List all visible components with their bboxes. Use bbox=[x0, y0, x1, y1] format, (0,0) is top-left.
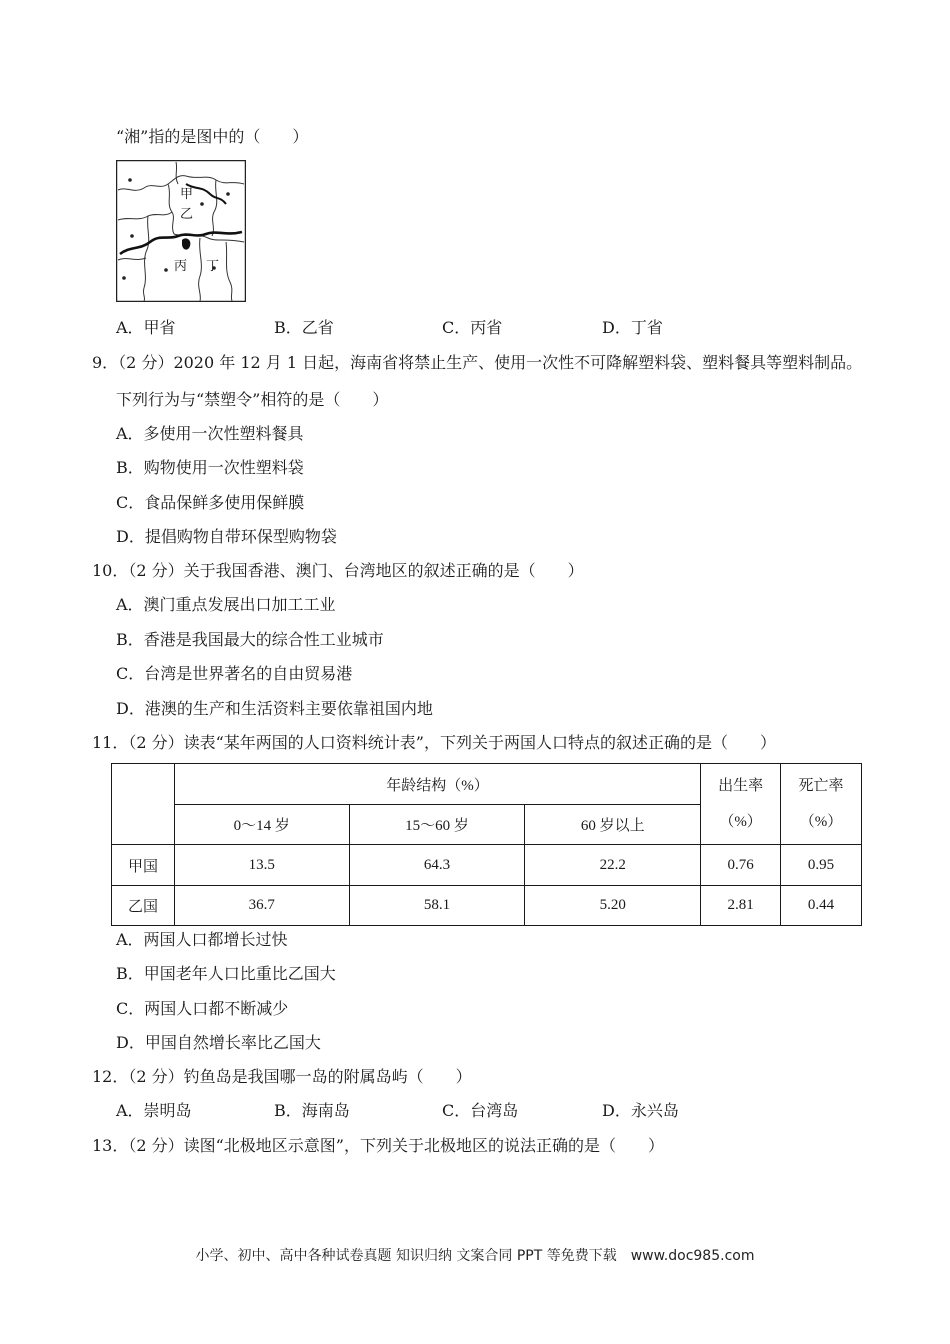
q10-stem: 10．（2 分）关于我国香港、澳门、台湾地区的叙述正确的是（ ） bbox=[92, 561, 584, 580]
value-cell: 2.81 bbox=[701, 886, 781, 926]
q11-option-a[interactable]: A．两国人口都增长过快 bbox=[116, 930, 288, 949]
map-label-jia: 甲 bbox=[180, 187, 194, 202]
birth-rate-header: 出生率 （%） bbox=[701, 764, 781, 845]
map-label-ding: 丁 bbox=[206, 259, 220, 274]
age-structure-header: 年龄结构（%） bbox=[174, 764, 700, 805]
q9-option-b[interactable]: B．购物使用一次性塑料袋 bbox=[116, 458, 304, 477]
option-a[interactable]: A．甲省 bbox=[116, 318, 176, 337]
q13-stem: 13．（2 分）读图“北极地区示意图”，下列关于北极地区的说法正确的是（ ） bbox=[92, 1136, 664, 1155]
q12-stem: 12．（2 分）钓鱼岛是我国哪一岛的附属岛屿（ ） bbox=[92, 1067, 472, 1086]
value-cell: 64.3 bbox=[349, 845, 525, 886]
population-table bbox=[111, 763, 862, 926]
value-cell: 0.44 bbox=[781, 886, 862, 926]
q8-options bbox=[116, 317, 663, 339]
value-cell: 0.95 bbox=[781, 845, 862, 886]
q12-options bbox=[116, 1100, 679, 1122]
q10-option-c[interactable]: C．台湾是世界著名的自由贸易港 bbox=[116, 664, 353, 683]
map-label-yi: 乙 bbox=[180, 207, 194, 222]
province-map bbox=[116, 160, 246, 302]
country-cell: 甲国 bbox=[112, 845, 175, 886]
q10-option-b[interactable]: B．香港是我国最大的综合性工业城市 bbox=[116, 630, 384, 649]
option-b[interactable]: B．乙省 bbox=[274, 318, 334, 337]
q9-option-d[interactable]: D．提倡购物自带环保型购物袋 bbox=[116, 527, 337, 546]
table-corner-cell bbox=[112, 764, 175, 845]
option-d[interactable]: D．丁省 bbox=[602, 318, 663, 337]
q11-stem: 11．（2 分）读表“某年两国的人口资料统计表”，下列关于两国人口特点的叙述正确的是（ ） bbox=[92, 733, 776, 752]
age-col-15-60: 15～60 岁 bbox=[349, 805, 525, 845]
option-c[interactable]: C．丙省 bbox=[442, 318, 503, 337]
q10-option-a[interactable]: A．澳门重点发展出口加工工业 bbox=[116, 595, 336, 614]
value-cell: 22.2 bbox=[525, 845, 701, 886]
q9-option-c[interactable]: C．食品保鲜多使用保鲜膜 bbox=[116, 493, 305, 512]
option-a[interactable]: A．崇明岛 bbox=[116, 1101, 192, 1120]
table-row bbox=[112, 886, 862, 926]
table-row bbox=[112, 845, 862, 886]
value-cell: 13.5 bbox=[174, 845, 349, 886]
map-label-bing: 丙 bbox=[174, 259, 188, 274]
q11-option-d[interactable]: D．甲国自然增长率比乙国大 bbox=[116, 1033, 321, 1052]
q8-stem: “湘”指的是图中的（ ） bbox=[116, 127, 309, 146]
value-cell: 58.1 bbox=[349, 886, 525, 926]
age-col-0-14: 0～14 岁 bbox=[174, 805, 349, 845]
option-c[interactable]: C．台湾岛 bbox=[442, 1101, 519, 1120]
q9-stem-line2: 下列行为与“禁塑令”相符的是（ ） bbox=[116, 390, 389, 409]
value-cell: 0.76 bbox=[701, 845, 781, 886]
age-col-60-plus: 60 岁以上 bbox=[525, 805, 701, 845]
q10-option-d[interactable]: D．港澳的生产和生活资料主要依靠祖国内地 bbox=[116, 699, 433, 718]
option-d[interactable]: D．永兴岛 bbox=[602, 1101, 679, 1120]
country-cell: 乙国 bbox=[112, 886, 175, 926]
value-cell: 5.20 bbox=[525, 886, 701, 926]
page-footer: 小学、初中、高中各种试卷真题 知识归纳 文案合同 PPT 等免费下载 www.doc985.com bbox=[195, 1248, 755, 1264]
death-rate-header: 死亡率 （%） bbox=[781, 764, 862, 845]
value-cell: 36.7 bbox=[174, 886, 349, 926]
q11-option-c[interactable]: C．两国人口都不断减少 bbox=[116, 999, 289, 1018]
q9-stem-line1: 9．（2 分）2020 年 12 月 1 日起，海南省将禁止生产、使用一次性不可降解塑料袋、塑料餐具等塑料制品。 bbox=[92, 353, 863, 372]
q11-option-b[interactable]: B．甲国老年人口比重比乙国大 bbox=[116, 964, 336, 983]
option-b[interactable]: B．海南岛 bbox=[274, 1101, 350, 1120]
q9-option-a[interactable]: A．多使用一次性塑料餐具 bbox=[116, 424, 304, 443]
